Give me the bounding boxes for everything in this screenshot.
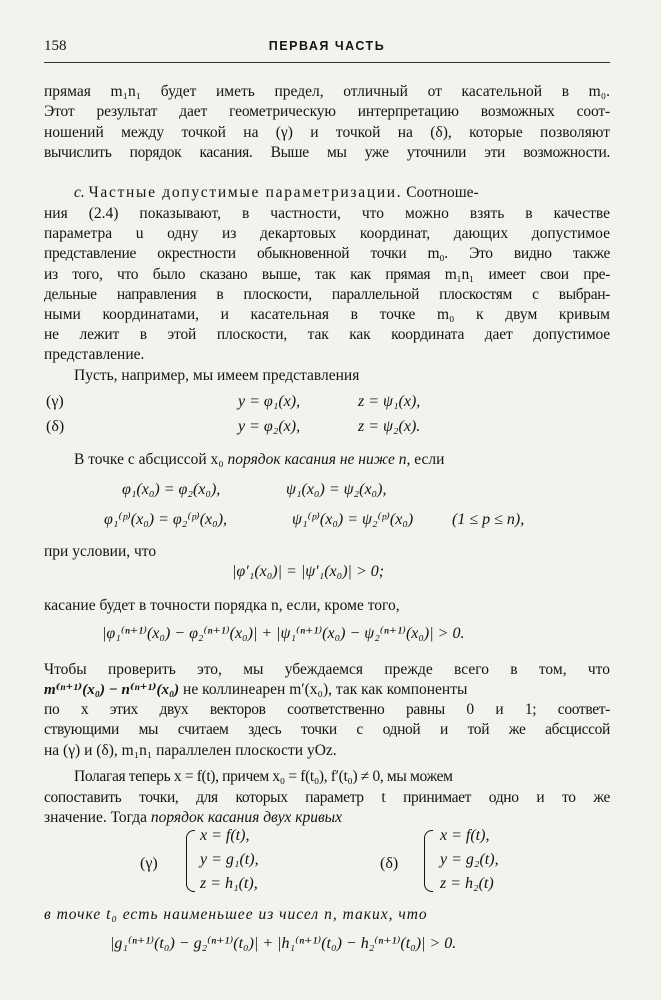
formula-delta-z: z = ψ₂(x). xyxy=(358,418,421,435)
formula-eq-phi-p: φ₁⁽ᵖ⁾(x₀) = φ₂⁽ᵖ⁾(x₀), xyxy=(104,511,228,528)
formula-delta-y: y = φ₂(x), xyxy=(238,418,301,435)
tangency-emphasis: порядок касания не ниже n, xyxy=(227,451,411,468)
formula-range-p: (1 ≤ p ≤ n), xyxy=(452,511,525,528)
curve-label-gamma: (γ) xyxy=(46,393,64,410)
text-line: не лежит в этой плоскости, так как координата дает допустимое xyxy=(44,326,610,343)
tangency-sentence xyxy=(74,450,610,470)
text-line: представление окрестности обыкновенной точки m₀. Это видно также xyxy=(44,245,610,262)
section-letter: c. xyxy=(74,184,85,201)
text-line: из того, что было сказано выше, так как прямая m₁n₁ имеет свои пре- xyxy=(44,266,610,283)
section-title: Частные допустимые параметризации. xyxy=(88,184,403,201)
vector-line xyxy=(44,680,610,700)
text-line: вычислить порядок касания. Выше мы уже уточнили эти возможности. xyxy=(44,144,610,161)
text-line: параметра u одну из декартовых координат, дающих допустимое xyxy=(44,225,610,242)
formula-exact-order-condition: |φ₁⁽ⁿ⁺¹⁾(x₀) − φ₂⁽ⁿ⁺¹⁾(x₀)| + |ψ₁⁽ⁿ⁺¹⁾(x₀) − ψ₂⁽ⁿ⁺¹⁾(x₀)| > 0. xyxy=(102,625,465,642)
section-heading-line xyxy=(74,183,610,203)
value-emphasis: порядок касания двух кривых xyxy=(150,809,343,826)
text-line: при условии, что xyxy=(44,543,157,560)
value-sentence xyxy=(44,808,610,828)
final-sentence: в точке t₀ есть наименьшее из чисел n, таких, что xyxy=(44,906,428,923)
page-number: 158 xyxy=(44,38,67,54)
text-line: ными координатами, и касательная в точке m₀ к двум кривым xyxy=(44,306,610,323)
text-line: сопоставить точки, для которых параметр t принимает одно и то же xyxy=(44,789,610,806)
formula-sys-delta-z: z = h₂(t) xyxy=(440,875,494,892)
text-line: представление. xyxy=(44,346,145,363)
system-label-gamma: (γ) xyxy=(140,855,158,872)
curve-label-delta: (δ) xyxy=(46,418,65,435)
page-header xyxy=(44,38,610,63)
tangency-prefix: В точке с абсциссой x₀ xyxy=(74,451,224,468)
text-line: ствующими мы считаем здесь точки с одной и той же абсциссой xyxy=(44,721,610,738)
text-line: прямая m₁n₁ будет иметь предел, отличный от касательной в m₀. xyxy=(44,83,610,100)
formula-derivative-condition: |φ′₁(x₀)| = |ψ′₁(x₀)| > 0; xyxy=(232,563,385,580)
system-label-delta: (δ) xyxy=(380,855,399,872)
vector-line-text: не коллинеарен m′(x₀), так как компоненты xyxy=(183,681,468,698)
text-line: дельные направления в плоскости, параллельной плоскостям с выбран- xyxy=(44,286,610,303)
left-brace-gamma xyxy=(186,830,195,892)
tangency-suffix: если xyxy=(414,451,445,468)
running-head: ПЕРВАЯ ЧАСТЬ xyxy=(268,39,386,53)
text-line: по x этих двух векторов соответственно равны 0 и 1; соответ- xyxy=(44,701,610,718)
text-line: Этот результат дает геометрическую интерпретацию возможных соот- xyxy=(44,103,610,120)
formula-sys-gamma-x: x = f(t), xyxy=(200,827,250,844)
formula-vector-difference: m⁽ⁿ⁺¹⁾(x₀) − n⁽ⁿ⁺¹⁾(x₀) xyxy=(44,682,180,698)
text-line: Чтобы проверить это, мы убеждаемся прежде всего в том, что xyxy=(44,661,610,678)
text-line: ния (2.4) показывают, в частности, что можно взять в качестве xyxy=(44,205,610,222)
text-line: Пусть, например, мы имеем представления xyxy=(74,367,360,384)
formula-eq-phi: φ₁(x₀) = φ₂(x₀), xyxy=(122,481,221,498)
formula-sys-delta-y: y = g₂(t), xyxy=(440,851,499,868)
text-line: ношений между точкой на (γ) и точкой на (δ), которые позволяют xyxy=(44,124,610,141)
left-brace-delta xyxy=(424,830,433,892)
formula-eq-psi-p: ψ₁⁽ᵖ⁾(x₀) = ψ₂⁽ᵖ⁾(x₀) xyxy=(292,511,414,528)
section-title-continuation: Соотноше- xyxy=(406,184,479,201)
param-sentence: Полагая теперь x = f(t), причем x₀ = f(t₀), f′(t₀) ≠ 0, мы можем xyxy=(74,768,453,785)
formula-gamma-y: y = φ₁(x), xyxy=(238,393,301,410)
text-line: касание будет в точности порядка n, если, кроме того, xyxy=(44,597,400,614)
formula-sys-gamma-y: y = g₁(t), xyxy=(200,851,259,868)
formula-gamma-z: z = ψ₁(x), xyxy=(358,393,421,410)
text-line: на (γ) и (δ), m₁n₁ параллелен плоскости yOz. xyxy=(44,742,337,759)
formula-sys-gamma-z: z = h₁(t), xyxy=(200,875,258,892)
formula-final-condition: |g₁⁽ⁿ⁺¹⁾(t₀) − g₂⁽ⁿ⁺¹⁾(t₀)| + |h₁⁽ⁿ⁺¹⁾(t₀) − h₂⁽ⁿ⁺¹⁾(t₀)| > 0. xyxy=(110,935,457,952)
formula-eq-psi: ψ₁(x₀) = ψ₂(x₀), xyxy=(286,481,387,498)
value-prefix: значение. Тогда xyxy=(44,809,147,826)
formula-sys-delta-x: x = f(t), xyxy=(440,827,490,844)
